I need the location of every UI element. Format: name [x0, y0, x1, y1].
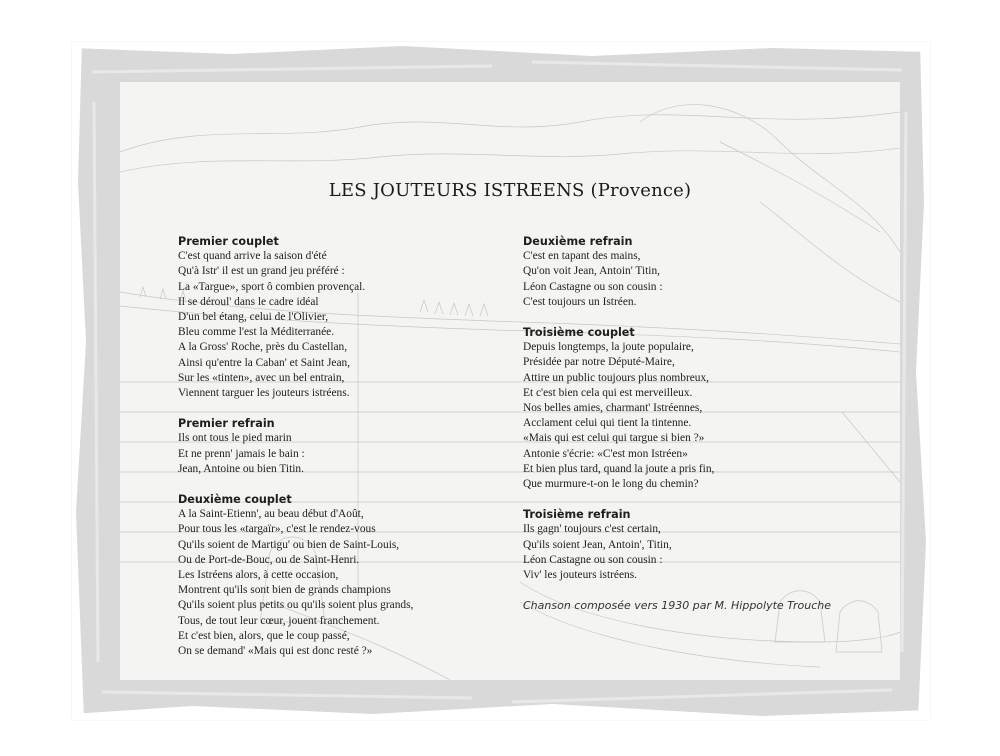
stanza-premier-refrain	[178, 416, 498, 477]
verse-line: Il se déroul' dans le cadre idéal	[178, 295, 319, 308]
left-column	[178, 234, 498, 674]
verse-line: Nos belles amies, charmant' Istréennes,	[523, 402, 703, 415]
verse-line: Tous, de tout leur cœur, jouent franchement.	[178, 614, 380, 627]
verse-line: Ils gagn' toujours c'est certain,	[523, 523, 661, 536]
verse-line: Pour tous les «targaïr», c'est le rendez-vous	[178, 523, 376, 536]
stanza-heading: Troisième refrain	[523, 508, 631, 522]
verse-line: «Mais qui est celui qui targue si bien ?»	[523, 432, 705, 445]
verse-line: Qu'ils soient plus petits ou qu'ils soient plus grands,	[178, 599, 414, 612]
verse-line: A la Saint-Etienn', au beau début d'Août,	[178, 508, 364, 521]
stanza-heading: Deuxième refrain	[523, 235, 633, 248]
stanza-deuxieme-couplet	[178, 492, 498, 659]
verse-line: Depuis longtemps, la joute populaire,	[523, 341, 694, 354]
verse-line: La «Targue», sport ô combien provençal.	[178, 280, 366, 293]
verse-line: C'est en tapant des mains,	[523, 250, 641, 263]
stanza-heading: Premier couplet	[178, 235, 279, 248]
verse-line: Qu'ils soient de Martigu' ou bien de Saint-Louis,	[178, 538, 400, 551]
verse-line: Acclament celui qui tient la tintenne.	[523, 417, 692, 430]
verse-line: Qu'on voit Jean, Antoin' Titin,	[523, 265, 661, 278]
verse-line: Ou de Port-de-Bouc, ou de Saint-Henri.	[178, 553, 360, 566]
stanza-heading: Deuxième couplet	[178, 493, 292, 507]
stanza-heading: Premier refrain	[178, 417, 275, 431]
verse-line: On se demand' «Mais qui est donc resté ?»	[178, 645, 373, 658]
stanza-premier-couplet	[178, 234, 498, 401]
verse-line: Et c'est bien cela qui est merveilleux.	[523, 386, 693, 399]
verse-line: A la Gross' Roche, près du Castellan,	[178, 341, 348, 354]
verse-line: Ainsi qu'entre la Caban' et Saint Jean,	[178, 356, 351, 369]
verse-line: Qu'à Istr' il est un grand jeu préféré :	[178, 265, 345, 278]
poem-title: LES JOUTEURS ISTREENS (Provence)	[328, 180, 692, 201]
stanza-troisieme-refrain	[523, 507, 853, 583]
verse-line: Viv' les jouteurs istréens.	[523, 569, 637, 582]
verse-line: Bleu comme l'est la Méditerranée.	[178, 326, 335, 339]
verse-line: C'est toujours un Istréen.	[523, 295, 637, 308]
stanza-troisieme-couplet	[523, 325, 853, 492]
verse-line: Léon Castagne ou son cousin :	[523, 553, 663, 566]
verse-line: Qu'ils soient Jean, Antoin', Titin,	[523, 538, 672, 551]
verse-line: Viennent targuer les jouteurs istréens.	[178, 387, 350, 400]
song-credit: Chanson composée vers 1930 par M. Hippolyte Trouche	[523, 599, 832, 613]
verse-line: Que murmure-t-on le long du chemin?	[523, 478, 699, 491]
poem-sheet	[120, 82, 900, 680]
verse-line: D'un bel étang, celui de l'Olivier,	[178, 311, 329, 324]
verse-line: Et ne prenn' jamais le bain :	[178, 447, 305, 460]
verse-line: Léon Castagne ou son cousin :	[523, 280, 663, 293]
verse-line: Montrent qu'ils sont bien de grands champions	[178, 584, 391, 597]
stanza-heading: Troisième couplet	[523, 326, 635, 340]
verse-line: Et c'est bien, alors, que le coup passé,	[178, 629, 350, 642]
stanza-deuxieme-refrain	[523, 234, 853, 310]
verse-line: C'est quand arrive la saison d'été	[178, 250, 327, 263]
verse-line: Et bien plus tard, quand la joute a pris fin,	[523, 462, 715, 475]
right-column	[523, 234, 853, 613]
verse-line: Jean, Antoine ou bien Titin.	[178, 462, 304, 475]
verse-line: Antonie s'écrie: «C'est mon Istréen»	[523, 447, 688, 460]
verse-line: Sur les «tinten», avec un bel entrain,	[178, 371, 345, 384]
verse-line: Attire un public toujours plus nombreux,	[523, 371, 710, 384]
verse-line: Présidée par notre Député-Maire,	[523, 356, 675, 369]
verse-line: Ils ont tous le pied marin	[178, 432, 292, 445]
verse-line: Les Istréens alors, à cette occasion,	[178, 569, 339, 582]
